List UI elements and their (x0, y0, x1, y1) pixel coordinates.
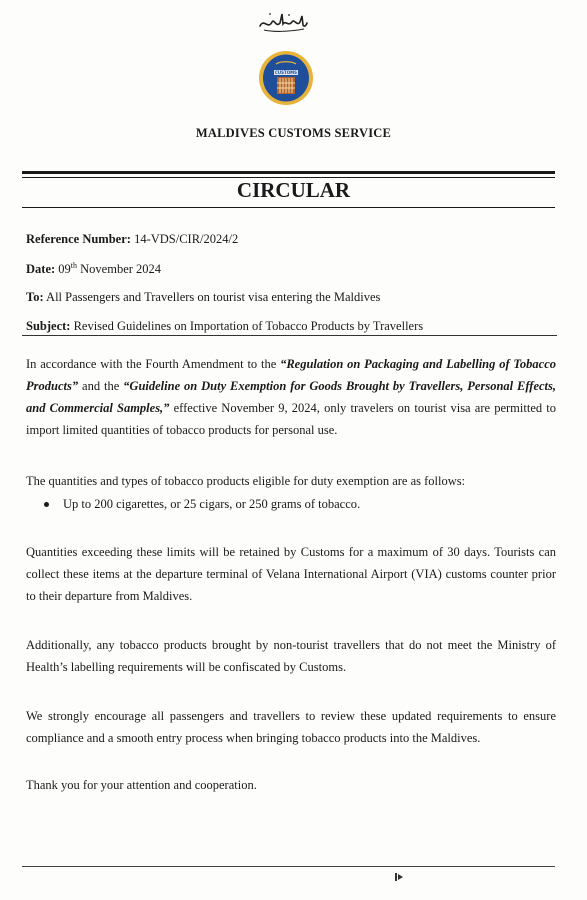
organization-name: MALDIVES CUSTOMS SERVICE (195, 126, 392, 140)
footer-mark-icon (394, 872, 404, 882)
bullet-item (44, 494, 360, 514)
intro-text-b: and the (82, 379, 120, 393)
paragraph-thanks: Thank you for your attention and cooperation. (26, 778, 257, 792)
paragraph-retention: Quantities exceeding these limits will be retained by Customs for a maximum of 30 days. Tourists can collect these items at the departure terminal of Velana International Airport (VIA) customs counter prior to their departure from Maldives. (26, 545, 556, 603)
date-line (26, 261, 556, 277)
to-value: All Passengers and Travellers on tourist visa entering the Maldives (46, 290, 381, 304)
subject-underline (22, 335, 557, 336)
date-day: 09 (58, 262, 71, 277)
header-divider-thick (22, 171, 555, 174)
date-rest: November 2024 (80, 262, 162, 277)
customs-emblem-icon (258, 50, 314, 106)
paragraph-intro (26, 353, 556, 441)
intro-text-c: effective November 9, 2024, only travelers on tourist visa are permitted to import limited quantities of tobacco products for personal use. (26, 401, 557, 437)
subject-line (26, 319, 556, 334)
reference-value: 14-VDS/CIR/2024/2 (134, 232, 239, 246)
intro-text-a: In accordance with the Fourth Amendment to the (26, 357, 277, 371)
paragraph-confiscation: Additionally, any tobacco products brought by non-tourist travellers that do not meet the Ministry of Health’s labelling requirements will be confiscated by Customs. (26, 638, 556, 674)
regulation-title: “Regulation on Packaging and Labelling of Tobacco Products” (26, 357, 557, 393)
paragraph-quantities: The quantities and types of tobacco products eligible for duty exemption are as follows: (26, 474, 466, 488)
bullet-dot-icon (44, 502, 49, 507)
bullet-text: Up to 200 cigarettes, or 25 cigars, or 250 grams of tobacco. (63, 497, 361, 511)
subject-label: Subject: (26, 319, 71, 333)
paragraph-encouragement: We strongly encourage all passengers and travellers to review these updated requirements to ensure compliance and a smooth entry process when bringing tobacco products into the Maldives. (26, 709, 556, 745)
to-label: To: (26, 290, 44, 304)
reference-label: Reference Number: (26, 232, 131, 246)
subject-value: Revised Guidelines on Importation of Tobacco Products by Travellers (73, 319, 424, 333)
document-title: CIRCULAR (236, 178, 351, 202)
bismillah-calligraphy-icon (258, 8, 308, 34)
guideline-title: “Guideline on Duty Exemption for Goods Brought by Travellers, Personal Effects, and Commercial Samples,” (26, 379, 557, 415)
emblem-text: CUSTOMS (274, 70, 298, 75)
footer-divider (22, 866, 555, 867)
reference-line (26, 232, 556, 247)
title-underline (22, 207, 555, 208)
date-suffix: th (70, 261, 78, 270)
date-label: Date: (26, 262, 56, 277)
recipient-line (26, 290, 556, 305)
